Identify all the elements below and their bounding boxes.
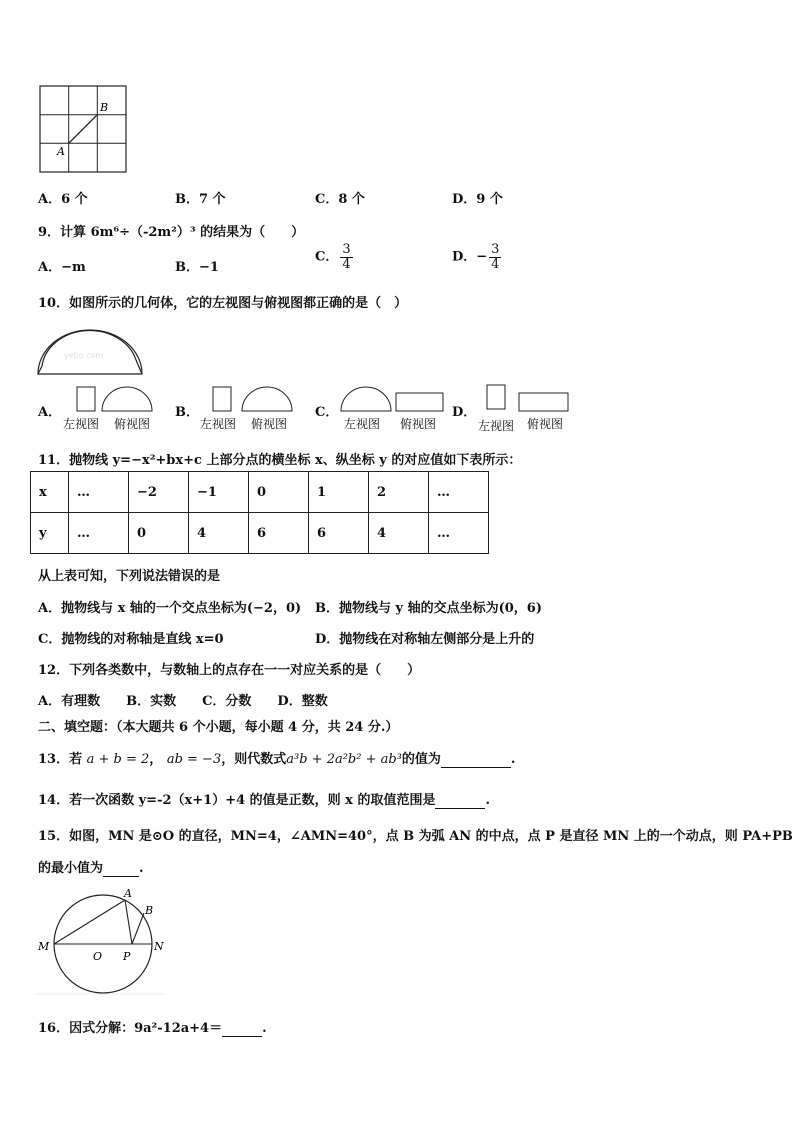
q10-c-views (340, 386, 444, 412)
table-cell: 0 (129, 513, 189, 554)
q8-option-d: D．9 个 (452, 192, 503, 207)
q9-c-numerator: 3 (342, 242, 351, 257)
answer-blank[interactable] (435, 793, 485, 809)
q10-option-c: C． (315, 405, 339, 420)
table-cell: 6 (309, 513, 369, 554)
circle-figure (36, 886, 168, 998)
q9-option-d-fraction (489, 243, 501, 271)
q16: 16．因式分解：9a²-12a+4＝ . (38, 1021, 267, 1036)
table-cell: −1 (189, 472, 249, 513)
q10-a-left-view-label: 左视图 (63, 417, 100, 431)
q10-a-views (76, 386, 156, 412)
point-n-label: N (154, 940, 164, 953)
q10-d-left-view-label: 左视图 (478, 419, 515, 433)
q13-middle: ，则代数式 (221, 752, 287, 767)
point-a-label: A (124, 887, 132, 900)
q15-line2-wrap: 的最小值为 . (38, 861, 144, 876)
table-cell: 2 (369, 472, 429, 513)
q14: 14．若一次函数 y=-2（x+1）+4 的值是正数，则 x 的取值范围是 . (38, 793, 490, 808)
table-cell: 0 (249, 472, 309, 513)
answer-blank[interactable] (441, 752, 511, 768)
q13-cond2: ab = −3 (166, 752, 222, 767)
q10-d-top-view-label: 俯视图 (527, 417, 564, 431)
q9-option-c-fraction (340, 243, 352, 271)
q9-option-d-prefix: D．− (452, 249, 488, 265)
q9-option-a: A．−m (38, 260, 86, 275)
table-row (31, 513, 489, 554)
table-cell: … (69, 513, 129, 554)
q8-option-c: C．8 个 (315, 192, 365, 207)
q11-option-a: A．抛物线与 x 轴的一个交点坐标为(−2，0) (38, 601, 302, 616)
q11-option-d: D．抛物线在对称轴左侧部分是上升的 (315, 632, 535, 647)
q16-text: 16．因式分解：9a²-12a+4＝ (38, 1021, 223, 1036)
q15-line1: 15．如图，MN 是⊙O 的直径，MN=4，∠AMN=40°，点 B 为弧 AN 的中点，点 P 是直径 MN 上的一个动点，则 PA+PB (38, 829, 793, 844)
q12-stem: 12．下列各类数中，与数轴上的点存在一一对应关系的是（ ） (38, 663, 421, 678)
table-cell: x (31, 472, 69, 513)
q10-b-top-view-label: 俯视图 (251, 417, 288, 431)
q9-option-c (315, 243, 353, 271)
watermark: yebo.com (64, 351, 104, 360)
q9-stem: 9．计算 6m⁶÷（-2m²）³ 的结果为（ ） (38, 225, 305, 240)
q9-c-denominator: 4 (342, 256, 351, 272)
table-cell: … (429, 513, 489, 554)
table-row (31, 472, 489, 513)
q9-option-c-prefix: C． (315, 249, 339, 265)
q10-stem: 10．如图所示的几何体，它的左视图与俯视图都正确的是（ ） (38, 296, 408, 311)
q11-stem: 11．抛物线 y=−x²+bx+c 上部分点的横坐标 x、纵坐标 y 的对应值如下表所示： (38, 453, 522, 468)
table-cell: 6 (249, 513, 309, 554)
point-o-label: O (93, 950, 103, 963)
point-p-label: P (123, 950, 131, 963)
table-cell: 4 (369, 513, 429, 554)
point-b-label: B (100, 101, 109, 114)
q11-follow: 从上表可知，下列说法错误的是 (38, 569, 221, 584)
table-cell: 4 (189, 513, 249, 554)
q10-option-d: D． (452, 405, 477, 420)
q9-d-denominator: 4 (491, 256, 500, 272)
q14-text: 14．若一次函数 y=-2（x+1）+4 的值是正数，则 x 的取值范围是 (38, 793, 436, 808)
q10-a-top-view-label: 俯视图 (114, 417, 151, 431)
q10-b-views (212, 386, 294, 412)
table-cell: −2 (129, 472, 189, 513)
q10-c-top-view-label: 俯视图 (400, 417, 437, 431)
q12-options: A．有理数 B．实数 C．分数 D．整数 (38, 694, 328, 709)
grid-figure (38, 84, 130, 174)
q10-b-left-view-label: 左视图 (200, 417, 237, 431)
q13-prefix: 13．若 (38, 752, 83, 767)
point-m-label: M (38, 940, 50, 953)
q10-d-views (486, 384, 570, 412)
table-cell: … (69, 472, 129, 513)
q11-option-c: C．抛物线的对称轴是直线 x=0 (38, 632, 224, 647)
answer-blank[interactable] (103, 861, 139, 877)
solid-figure (36, 318, 148, 378)
q9-d-numerator: 3 (491, 242, 500, 257)
table-cell: y (31, 513, 69, 554)
point-b-label: B (145, 904, 154, 917)
q10-c-left-view-label: 左视图 (344, 417, 381, 431)
q11-option-b: B．抛物线与 y 轴的交点坐标为(0，6) (315, 601, 542, 616)
q13-expression: a³b + 2a²b² + ab³ (286, 752, 402, 767)
section-title: 二、填空题：（本大题共 6 个小题，每小题 4 分，共 24 分.） (38, 720, 399, 735)
q8-option-a: A．6 个 (38, 192, 88, 207)
q8-option-b: B．7 个 (175, 192, 226, 207)
q13-cond1: a + b = 2 (86, 752, 150, 767)
point-a-label: A (57, 145, 65, 158)
xy-table (30, 471, 489, 554)
q10-option-b: B． (175, 405, 199, 420)
q15-line2: 的最小值为 (38, 861, 104, 876)
table-cell: … (429, 472, 489, 513)
q9-option-d (452, 243, 501, 271)
answer-blank[interactable] (222, 1021, 262, 1037)
q13-suffix: 的值为 (401, 752, 441, 767)
table-cell: 1 (309, 472, 369, 513)
q13: 13．若 a + b = 2， ab = −3，则代数式a³b + 2a²b² + ab³的值为 . (38, 752, 516, 767)
q10-option-a: A． (38, 405, 62, 420)
q9-option-b: B．−1 (175, 260, 219, 275)
